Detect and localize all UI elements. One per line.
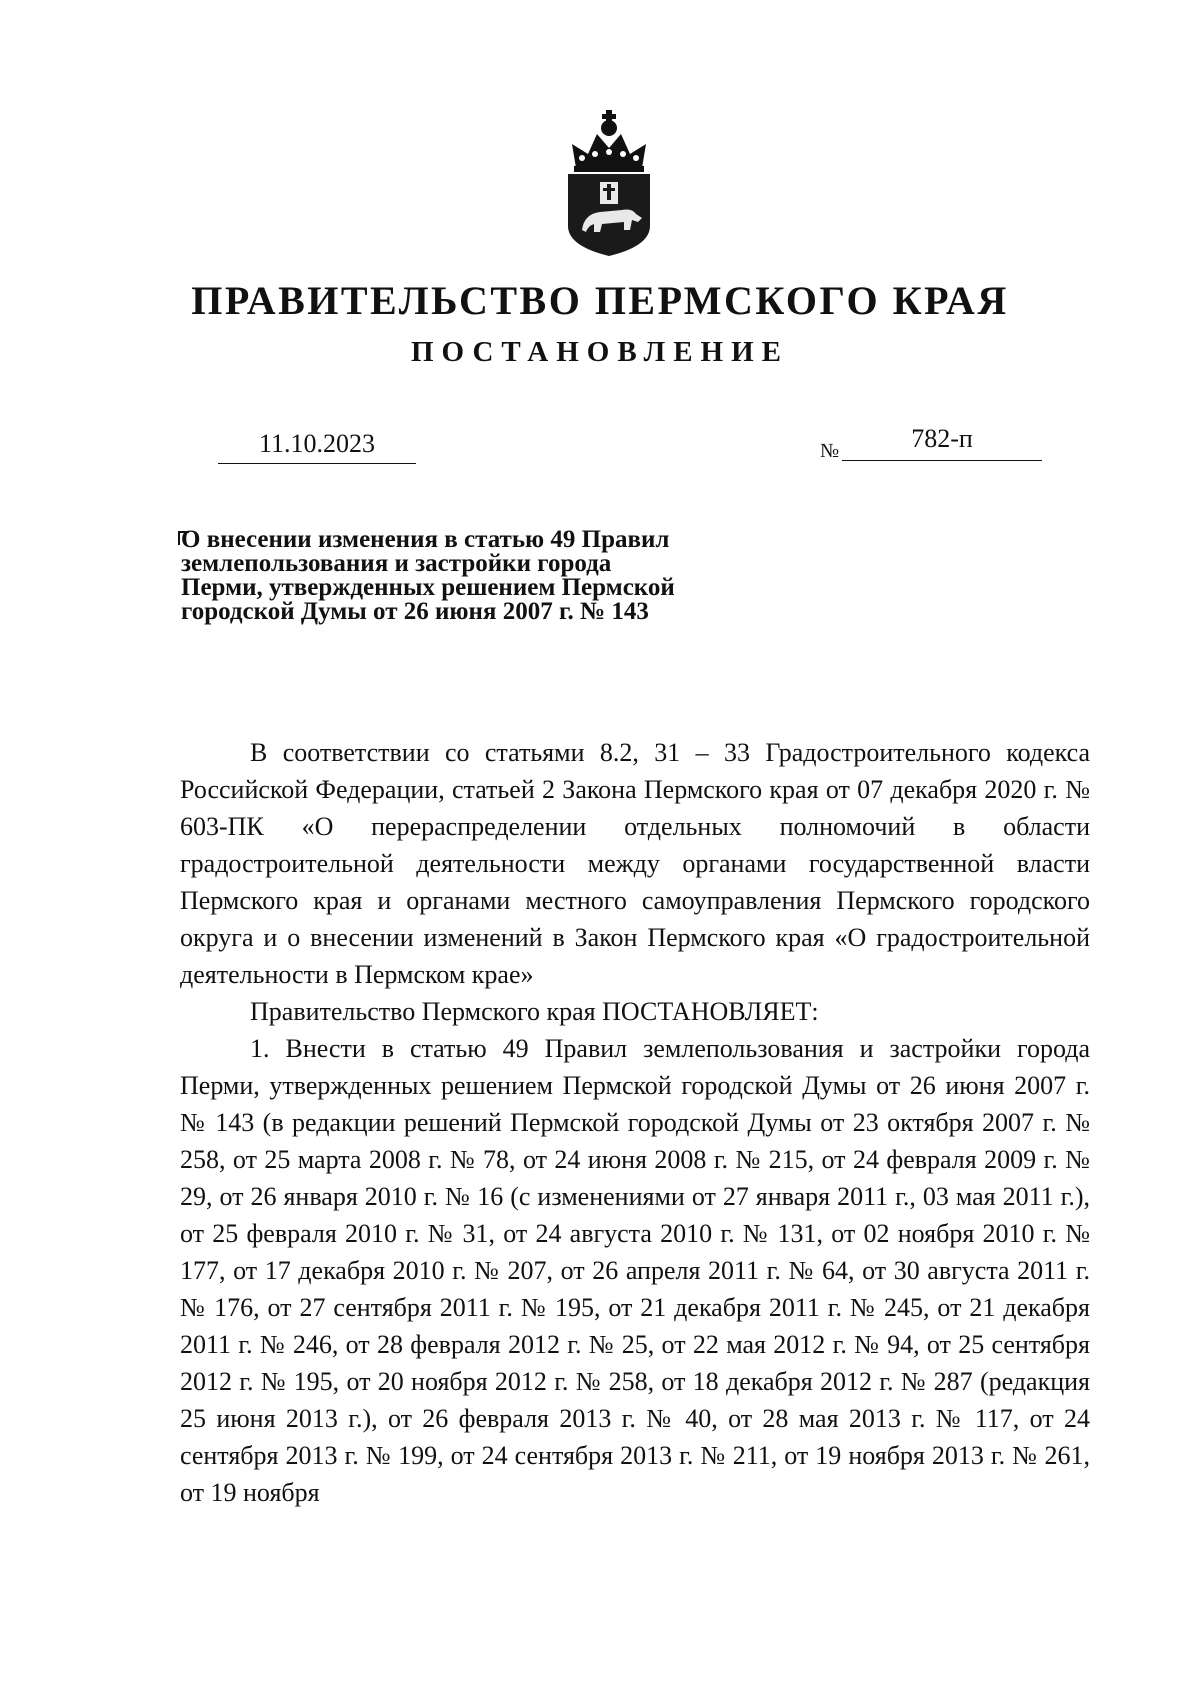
organization-title: ПРАВИТЕЛЬСТВО ПЕРМСКОГО КРАЯ [191,278,1009,323]
document-number: 782-п [842,420,1042,461]
document-subject [181,528,781,624]
document-body [180,734,1090,1511]
subject-corner-mark [178,531,189,545]
preamble-paragraph: В соответствии со статьями 8.2, 31 – 33 Градостроительного кодекса Российской Федерации, статьей 2 Закона Пермского края от 07 декабря 2020 г. № 603-ПК «О перераспределении отдельных полномочий в области градостроительной деятельности между органами государственной власти Пермского края и органами местного самоуправления Пермского городского округа и о внесении изменений в Закон Пермского края «О градостроительной деятельности в Пермском крае» [180,738,1090,989]
number-label: № [820,440,840,462]
document-date: 11.10.2023 [218,425,416,464]
subject-line: О внесении изменения в статью 49 Правил [181,526,670,553]
subject-line: землепользования и застройки города [181,550,612,577]
resolves-paragraph: Правительство Пермского края ПОСТАНОВЛЯЕТ: [250,997,819,1026]
subject-line: Перми, утвержденных решением Пермской [181,574,675,601]
perm-krai-coat-of-arms-icon [562,108,656,258]
item-1-paragraph: 1. Внести в статью 49 Правил землепользования и застройки города Перми, утвержденных решением Пермской городской Думы от 26 июня 2007 г. № 143 (в редакции решений Пермской городской Думы от 23 октября 2007 г. № 258, от 25 марта 2008 г. № 78, от 24 июня 2008 г. № 215, от 24 февраля 2009 г. № 29, от 26 января 2010 г. № 16 (с изменениями от 27 января 2011 г., 03 мая 2011 г.), от 25 февраля 2010 г. № 31, от 24 августа 2010 г. № 131, от 02 ноября 2010 г. № 177, от 17 декабря 2010 г. № 207, от 26 апреля 2011 г. № 64, от 30 августа 2011 г. № 176, от 27 сентября 2011 г. № 195, от 21 декабря 2011 г. № 245, от 21 декабря 2011 г. № 246, от 28 февраля 2012 г. № 25, от 22 мая 2012 г. № 94, от 25 сентября 2012 г. № 195, от 20 ноября 2012 г. № 258, от 18 декабря 2012 г. № 287 (редакция 25 июня 2013 г.), от 26 февраля 2013 г. № 40, от 28 мая 2013 г. № 117, от 24 сентября 2013 г. № 199, от 24 сентября 2013 г. № 211, от 19 ноября 2013 г. № 261, от 19 ноября [180,1034,1090,1507]
subject-line: городской Думы от 26 июня 2007 г. № 143 [181,598,649,625]
document-type: ПОСТАНОВЛЕНИЕ [410,336,789,368]
